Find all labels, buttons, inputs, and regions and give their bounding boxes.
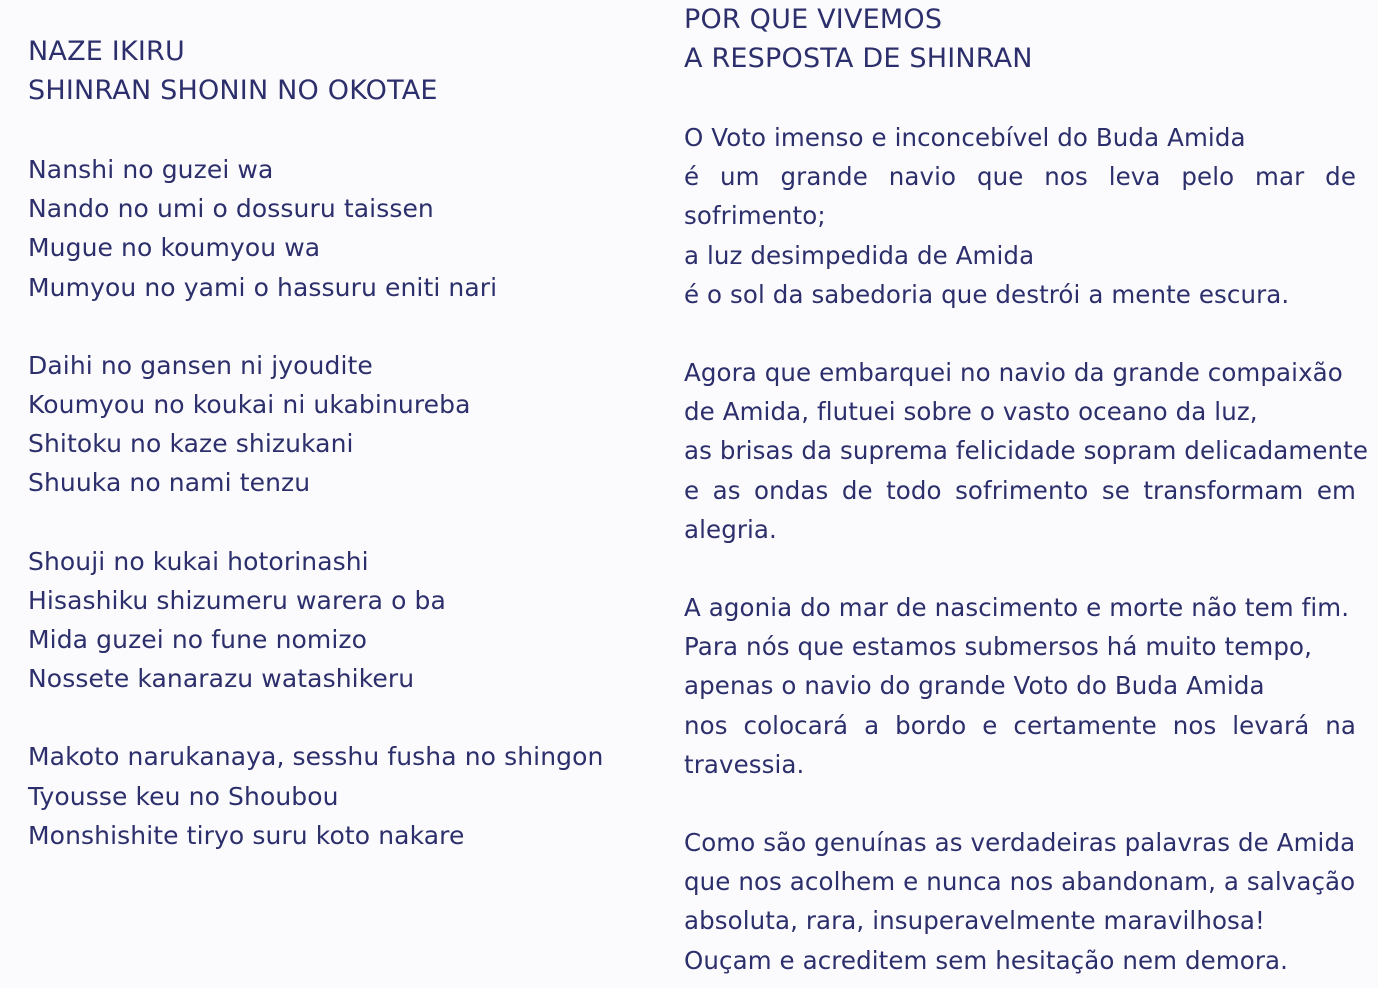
verse-line: Shouji no kukai hotorinashi: [28, 546, 369, 576]
verse-line: nos colocará a bordo e certamente nos levará na: [684, 710, 1356, 740]
verse-line: é o sol da sabedoria que destrói a mente escura.: [684, 279, 1290, 309]
right-title-line: POR QUE VIVEMOS: [684, 4, 943, 35]
verse-line: Shuuka no nami tenzu: [28, 468, 311, 498]
right-column-portuguese: [684, 0, 1369, 980]
left-title-line: NAZE IKIRU: [28, 36, 185, 67]
verse-line: Mugue no koumyou wa: [28, 233, 321, 263]
verse-line: as brisas da suprema felicidade sopram delicadamente: [684, 436, 1369, 466]
verse-line: Agora que embarquei no navio da grande compaixão: [684, 358, 1343, 388]
verse-line: absoluta, rara, insuperavelmente maravilhosa!: [684, 906, 1265, 936]
right-stanza-2: [684, 353, 1369, 549]
verse-line: O Voto imenso e inconcebível do Buda Amida: [684, 123, 1246, 152]
left-column-japanese-romanized: [28, 32, 648, 855]
verse-line: Koumyou no koukai ni ukabinureba: [28, 390, 471, 420]
verse-line: Makoto narukanaya, sesshu fusha no shingon: [28, 742, 604, 772]
verse-line: Como são genuínas as verdadeiras palavras de Amida: [684, 828, 1356, 858]
verse-line: travessia.: [684, 749, 805, 779]
verse-line: é um grande navio que nos leva pelo mar de: [684, 162, 1356, 192]
right-title: [684, 0, 1356, 78]
verse-line: e as ondas de todo sofrimento se transformam em: [684, 475, 1356, 505]
verse-line: Monshishite tiryo suru koto nakare: [28, 820, 465, 850]
left-stanza-1: [28, 150, 648, 307]
verse-line: a luz desimpedida de Amida: [684, 240, 1035, 270]
verse-line: Para nós que estamos submersos há muito tempo,: [684, 632, 1312, 662]
verse-line: Ouçam e acreditem sem hesitação nem demora.: [684, 945, 1289, 975]
right-stanza-3: [684, 588, 1356, 784]
left-stanza-2: [28, 346, 648, 503]
verse-line: Tyousse keu no Shoubou: [28, 781, 339, 811]
verse-line: Mumyou no yami o hassuru eniti nari: [28, 272, 498, 302]
verse-line: de Amida, flutuei sobre o vasto oceano da luz,: [684, 397, 1258, 427]
right-title-line: A RESPOSTA DE SHINRAN: [684, 43, 1033, 74]
left-stanza-4: [28, 737, 648, 855]
verse-line: Nossete kanarazu watashikeru: [28, 664, 415, 694]
left-stanza-3: [28, 542, 648, 699]
verse-line: apenas o navio do grande Voto do Buda Amida: [684, 671, 1265, 701]
right-stanza-4: [684, 823, 1356, 980]
left-title-line: SHINRAN SHONIN NO OKOTAE: [28, 75, 438, 106]
verse-line: Mida guzei no fune nomizo: [28, 625, 368, 655]
verse-line: Shitoku no kaze shizukani: [28, 429, 354, 459]
left-title: [28, 32, 648, 110]
verse-line: Hisashiku shizumeru warera o ba: [28, 585, 446, 615]
verse-line: Nando no umi o dossuru taissen: [28, 194, 434, 224]
verse-line: alegria.: [684, 514, 777, 544]
verse-line: A agonia do mar de nascimento e morte não tem fim.: [684, 593, 1350, 623]
verse-line: Daihi no gansen ni jyoudite: [28, 350, 373, 380]
verse-line: sofrimento;: [684, 201, 826, 231]
verse-line: Nanshi no guzei wa: [28, 155, 274, 184]
right-stanza-1: [684, 118, 1356, 314]
verse-line: que nos acolhem e nunca nos abandonam, a salvação: [684, 867, 1356, 897]
